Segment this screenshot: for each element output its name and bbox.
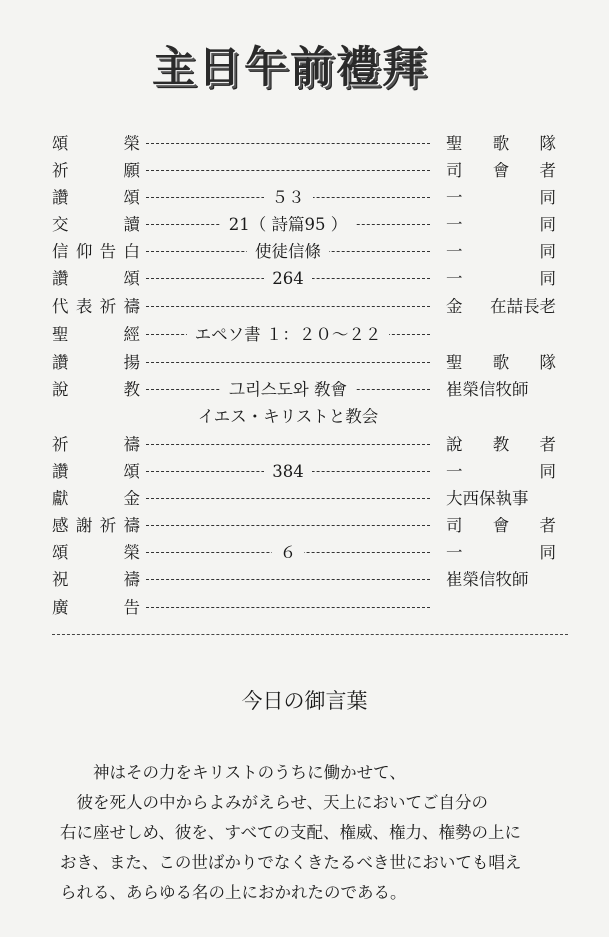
- service-row: [0, 157, 609, 184]
- scripture-passage: [60, 758, 570, 908]
- service-row: [0, 458, 609, 485]
- service-item-leader: 司 會 者: [446, 161, 556, 180]
- service-item-detail: ６: [146, 539, 430, 566]
- service-item-label: 祈 願: [52, 161, 140, 180]
- service-item-label: 祈 禱: [52, 435, 140, 454]
- service-item-label: 祝 禱: [52, 570, 140, 589]
- verse-line: 右に座せしめ、彼を、すべての支配、権威、権力、権勢の上に: [60, 823, 522, 842]
- service-item-detail: エペソ書 １：２０～２２: [146, 321, 430, 348]
- service-row: [0, 211, 609, 238]
- dotted-leader: [146, 525, 430, 526]
- service-row: [0, 184, 609, 211]
- service-item-leader: 聖 歌 隊: [446, 134, 556, 153]
- service-item-leader: 司 會 者: [446, 516, 556, 535]
- page-title: 主日午前禮拜: [152, 43, 428, 93]
- service-item-label: 讚 頌: [52, 269, 140, 288]
- section-divider: [52, 634, 568, 635]
- service-item-leader: 金 在喆長老: [446, 297, 556, 316]
- dotted-leader: [146, 306, 430, 307]
- verse-line: 神はその力をキリストのうちに働かせて、: [60, 763, 406, 782]
- service-item-label: 頌 榮: [52, 134, 140, 153]
- service-item-leader: 一 同: [446, 269, 556, 288]
- service-row: [0, 238, 609, 265]
- service-item-label: 信 仰 告 白: [52, 242, 140, 261]
- service-item-detail: 264: [146, 265, 430, 292]
- service-item-leader: 大西保執事: [446, 489, 529, 508]
- dotted-leader: [146, 607, 430, 608]
- verse-line: 彼を死人の中からよみがえらせ、天上においてご自分の: [60, 793, 489, 812]
- service-item-leader: 一 同: [446, 543, 556, 562]
- dotted-leader: [146, 362, 430, 363]
- service-item-leader: 一 同: [446, 215, 556, 234]
- service-item-leader: 崔榮信牧師: [446, 570, 529, 589]
- service-item-detail: ５３: [146, 184, 430, 211]
- service-item-leader: 崔榮信牧師: [446, 380, 529, 399]
- service-item-leader: 一 同: [446, 242, 556, 261]
- service-item-label: 聖 經: [52, 325, 140, 344]
- dotted-leader: [146, 143, 430, 144]
- service-row: [0, 293, 609, 320]
- dotted-leader: [146, 444, 430, 445]
- service-item-leader: 一 同: [446, 462, 556, 481]
- verse-heading: 今日の御言葉: [241, 689, 368, 713]
- service-row: [0, 594, 609, 621]
- service-item-label: 讚 頌: [52, 462, 140, 481]
- service-item-label: 獻 金: [52, 489, 140, 508]
- service-item-detail: 384: [146, 458, 430, 485]
- service-row: [0, 321, 609, 348]
- sermon-subtitle: イエス・キリストと教会: [197, 407, 379, 426]
- service-item-leader: 說 教 者: [446, 435, 556, 454]
- service-item-detail: 使徒信條: [146, 238, 430, 265]
- service-row: [0, 349, 609, 376]
- service-item-label: 交 讀: [52, 215, 140, 234]
- dotted-leader: [146, 170, 430, 171]
- service-item-leader: 聖 歌 隊: [446, 353, 556, 372]
- service-item-label: 讚 頌: [52, 188, 140, 207]
- service-row: [0, 130, 609, 157]
- service-row: [0, 265, 609, 292]
- service-item-detail: 21（ 詩篇95 ）: [146, 211, 430, 238]
- service-row: [0, 431, 609, 458]
- verse-line: おき、また、この世ばかりでなくきたるべき世においても唱え: [60, 853, 522, 872]
- dotted-leader: [146, 498, 430, 499]
- service-item-label: 代 表 祈 禱: [52, 297, 140, 316]
- service-row: [0, 376, 609, 403]
- service-row: [0, 539, 609, 566]
- service-item-label: 廣 告: [52, 598, 140, 617]
- service-item-detail: 그리스도와 敎會: [146, 376, 430, 403]
- service-item-label: 讚 揚: [52, 353, 140, 372]
- dotted-leader: [146, 579, 430, 580]
- verse-line: られる、あらゆる名の上におかれたのである。: [60, 883, 407, 902]
- service-item-label: 感 謝 祈 禱: [52, 516, 140, 535]
- service-row: [0, 512, 609, 539]
- service-item-leader: 一 同: [446, 188, 556, 207]
- service-item-label: 頌 榮: [52, 543, 140, 562]
- service-row: [0, 485, 609, 512]
- service-item-label: 說 教: [52, 380, 140, 399]
- service-row: [0, 566, 609, 593]
